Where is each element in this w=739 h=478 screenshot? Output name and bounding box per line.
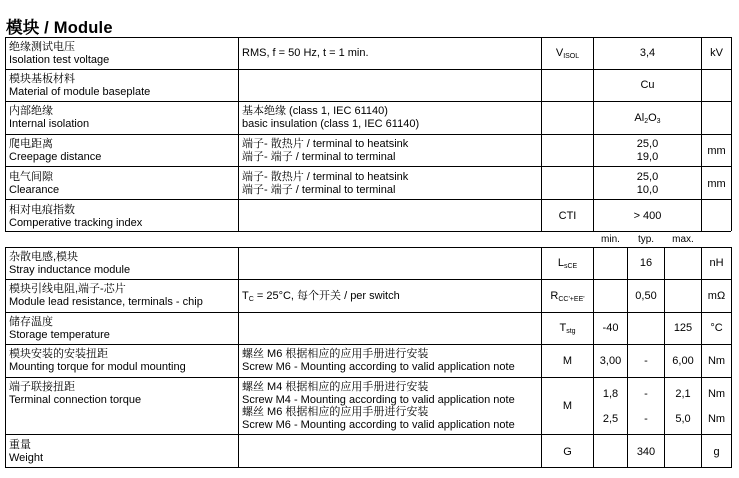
typ-cell: 0,50 [635, 290, 657, 302]
column-rule [5, 247, 6, 468]
row-rule [5, 231, 731, 232]
unit-cell: nH [709, 257, 724, 269]
row-rule [5, 467, 731, 468]
param-label-cn: 爬电距离 [9, 138, 53, 150]
min-cell: 2,5 [602, 413, 619, 425]
condition-text: 螺丝 M6 根据相应的应用手册进行安装 [242, 406, 429, 418]
min-cell: -40 [602, 322, 619, 334]
condition-text: Screw M6 - Mounting according to valid application note [242, 419, 515, 431]
header-typ: typ. [637, 234, 655, 245]
param-label-en: Clearance [9, 184, 60, 196]
column-rule [593, 37, 594, 231]
max-cell: 2,1 [675, 388, 691, 400]
formula-subscript: 2 [644, 118, 649, 125]
param-label-en: Terminal connection torque [9, 394, 142, 406]
param-label-cn: 储存温度 [9, 316, 53, 328]
param-label-cn: 模块引线电阻,端子-芯片 [9, 283, 126, 295]
column-rule [731, 37, 732, 231]
value-cell: 25,0 [636, 171, 659, 183]
typ-cell: - [644, 413, 648, 425]
row-rule [5, 247, 731, 248]
row-rule [5, 434, 731, 435]
column-rule [701, 37, 702, 231]
row-rule [5, 312, 731, 313]
row-rule [5, 279, 731, 280]
column-rule [238, 247, 239, 468]
symbol-cell: M [562, 400, 573, 412]
param-label-cn: 模块安装的安装扭距 [9, 348, 108, 360]
unit-cell: mm [707, 145, 726, 157]
typ-cell: 16 [639, 257, 653, 269]
param-label-cn: 电气间隙 [9, 171, 53, 183]
value-cell: 10,0 [636, 184, 659, 196]
condition-text: 基本绝缘 (class 1, IEC 61140) [242, 105, 388, 117]
param-label-cn: 模块基板材料 [9, 73, 75, 85]
condition-subscript: C [248, 296, 254, 303]
symbol-cell [542, 257, 593, 271]
param-label-cn: 绝缘测试电压 [9, 41, 75, 53]
column-rule [238, 37, 239, 231]
row-rule [5, 199, 731, 200]
value-cell [594, 112, 701, 126]
formula-part: O [648, 112, 657, 124]
condition-text: 端子- 端子 / terminal to terminal [242, 151, 396, 163]
symbol-cell [542, 47, 593, 61]
row-rule [5, 101, 731, 102]
unit-cell: Nm [707, 413, 726, 425]
column-rule [541, 37, 542, 231]
param-label-cn: 杂散电感,模块 [9, 251, 79, 263]
condition-text: 端子- 散热片 / terminal to heatsink [242, 138, 409, 150]
section-title: 模块 / Module [6, 19, 113, 37]
row-rule [5, 69, 731, 70]
header-min: min. [601, 234, 620, 245]
param-label-en: Isolation test voltage [9, 54, 110, 66]
symbol-cell [542, 290, 593, 304]
unit-cell: Nm [707, 388, 726, 400]
symbol-cell [542, 322, 593, 336]
unit-cell: °C [710, 322, 723, 334]
symbol-main: L [557, 257, 564, 269]
formula-subscript: 3 [656, 118, 661, 125]
max-cell: 5,0 [675, 413, 691, 425]
param-label-en: Material of module baseplate [9, 86, 151, 98]
header-max: max. [672, 234, 694, 245]
param-label-cn: 内部绝缘 [9, 105, 53, 117]
condition-symbol: T [242, 290, 249, 302]
condition-text: basic insulation (class 1, IEC 61140) [242, 118, 420, 130]
value-cell: 19,0 [636, 151, 659, 163]
column-rule [5, 37, 6, 231]
unit-cell: Nm [707, 355, 726, 367]
unit-cell: mΩ [707, 290, 726, 302]
unit-cell: g [713, 446, 720, 458]
row-rule [5, 37, 731, 38]
condition-text: 端子- 散热片 / terminal to heatsink [242, 171, 409, 183]
symbol-cell: G [563, 446, 572, 458]
condition-text: 端子- 端子 / terminal to terminal [242, 184, 396, 196]
param-label-en: Internal isolation [9, 118, 90, 130]
param-label-en: Stray inductance module [9, 264, 131, 276]
condition-text: RMS, f = 50 Hz, t = 1 min. [242, 47, 369, 59]
value-cell: Cu [640, 79, 655, 91]
condition-rest: = 25°C, 每个开关 / per switch [253, 290, 400, 302]
param-label-cn: 端子联接扭距 [9, 381, 75, 393]
unit-cell: mm [707, 178, 726, 190]
condition-text [242, 290, 400, 304]
condition-text: 螺丝 M4 根据相应的应用手册进行安装 [242, 381, 429, 393]
value-cell: 25,0 [636, 138, 659, 150]
symbol-main: T [559, 322, 567, 334]
row-rule [5, 377, 731, 378]
condition-text: Screw M6 - Mounting according to valid application note [242, 361, 515, 373]
value-cell: 3,4 [639, 47, 656, 59]
max-cell: 6,00 [672, 355, 694, 367]
param-label-en: Creepage distance [9, 151, 102, 163]
param-label-en: Comperative tracking index [9, 217, 143, 229]
row-rule [5, 344, 731, 345]
param-label-en: Module lead resistance, terminals - chip [9, 296, 203, 308]
min-cell: 3,00 [599, 355, 622, 367]
condition-text: 螺丝 M6 根据相应的应用手册进行安装 [242, 348, 429, 360]
symbol-subscript: ISOL [563, 53, 580, 60]
symbol-main: R [550, 290, 559, 302]
typ-cell: - [644, 355, 648, 367]
param-label-en: Weight [9, 452, 44, 464]
param-label-en: Mounting torque for modul mounting [9, 361, 186, 373]
param-label-cn: 重量 [9, 439, 31, 451]
min-cell: 1,8 [602, 388, 619, 400]
symbol-subscript: stg [566, 328, 576, 335]
typ-cell: 340 [636, 446, 656, 458]
param-label-en: Storage temperature [9, 329, 110, 341]
condition-text: Screw M4 - Mounting according to valid application note [242, 394, 515, 406]
row-rule [5, 134, 731, 135]
unit-cell: kV [710, 47, 723, 59]
param-label-cn: 相对电痕指数 [9, 204, 75, 216]
typ-cell: - [644, 388, 648, 400]
symbol-subscript: CC'+EE' [558, 296, 585, 303]
value-cell: > 400 [633, 210, 662, 222]
row-rule [5, 166, 731, 167]
column-rule [731, 247, 732, 468]
symbol-cell: CTI [558, 210, 577, 222]
formula-part: Al [634, 112, 645, 124]
max-cell: 125 [673, 322, 693, 334]
symbol-main: V [555, 47, 564, 59]
symbol-subscript: sCE [563, 263, 578, 270]
symbol-cell: M [562, 355, 573, 367]
